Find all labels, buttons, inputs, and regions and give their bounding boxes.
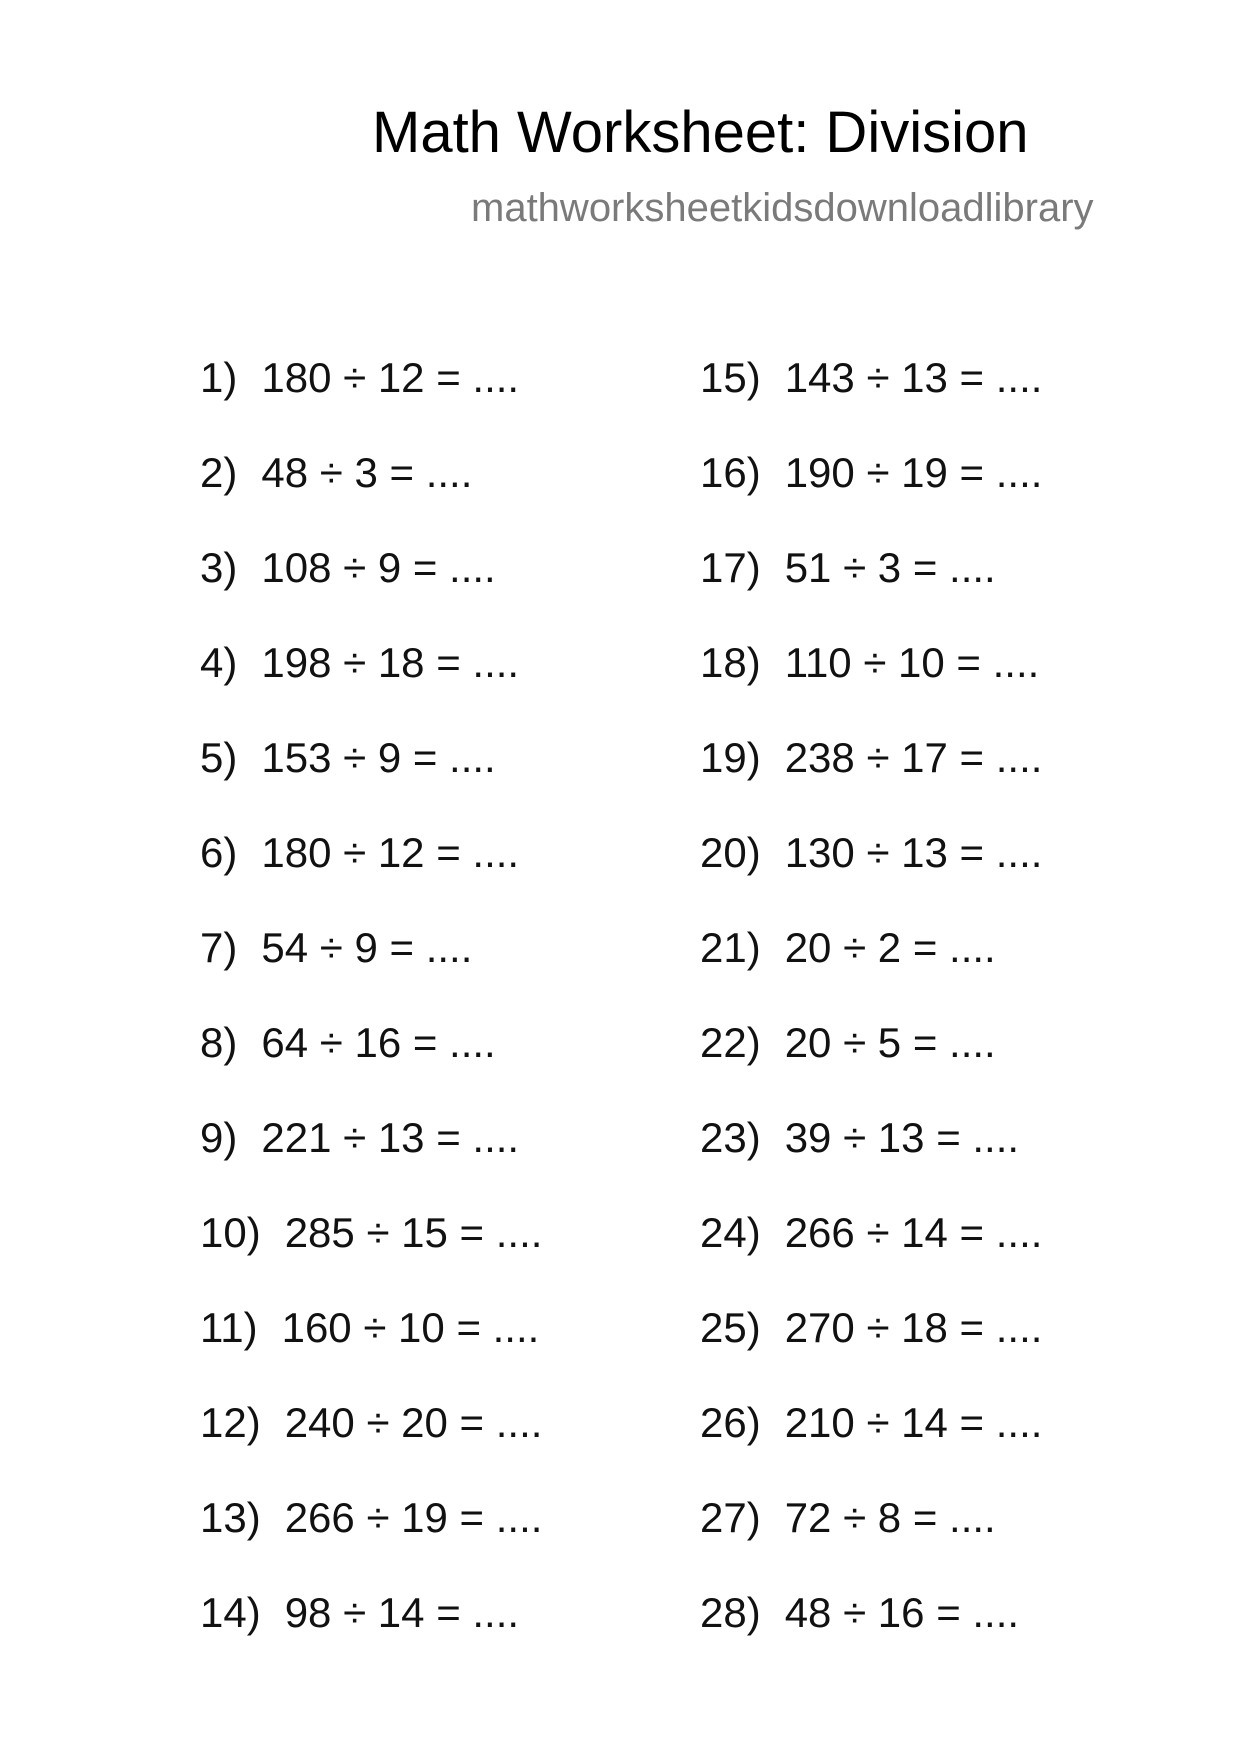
problem-27	[700, 1488, 1042, 1583]
problem-14	[200, 1583, 542, 1678]
problem-number: 2)	[200, 449, 238, 496]
problem-number: 22)	[700, 1019, 761, 1066]
problem-number: 17)	[700, 544, 761, 591]
problem-13	[200, 1488, 542, 1583]
problem-22	[700, 1013, 1042, 1108]
problem-expression: 20 ÷ 5 = ....	[784, 1019, 996, 1066]
problem-expression: 210 ÷ 14 = ....	[784, 1399, 1043, 1446]
problem-expression: 238 ÷ 17 = ....	[784, 734, 1043, 781]
problem-expression: 98 ÷ 14 = ....	[284, 1589, 520, 1636]
problem-11	[200, 1298, 542, 1393]
problem-20	[700, 823, 1042, 918]
problem-16	[700, 443, 1042, 538]
problem-10	[200, 1203, 542, 1298]
problem-expression: 48 ÷ 3 = ....	[261, 449, 473, 496]
problem-number: 21)	[700, 924, 761, 971]
problem-number: 6)	[200, 829, 238, 876]
problem-expression: 130 ÷ 13 = ....	[784, 829, 1043, 876]
problem-12	[200, 1393, 542, 1488]
problem-21	[700, 918, 1042, 1013]
problem-number: 10)	[200, 1209, 261, 1256]
problem-number: 11)	[200, 1304, 258, 1351]
problem-4	[200, 633, 542, 728]
problem-19	[700, 728, 1042, 823]
problem-number: 1)	[200, 354, 238, 401]
problem-number: 24)	[700, 1209, 761, 1256]
problem-number: 28)	[700, 1589, 761, 1636]
problem-expression: 285 ÷ 15 = ....	[284, 1209, 543, 1256]
problem-expression: 160 ÷ 10 = ....	[281, 1304, 540, 1351]
problem-expression: 266 ÷ 14 = ....	[784, 1209, 1043, 1256]
problem-26	[700, 1393, 1042, 1488]
problem-7	[200, 918, 542, 1013]
problem-expression: 270 ÷ 18 = ....	[784, 1304, 1043, 1351]
problem-6	[200, 823, 542, 918]
problem-number: 14)	[200, 1589, 261, 1636]
problem-expression: 180 ÷ 12 = ....	[261, 354, 520, 401]
problem-17	[700, 538, 1042, 633]
problem-expression: 54 ÷ 9 = ....	[261, 924, 473, 971]
worksheet-subtitle: mathworksheetkidsdownloadlibrary	[471, 186, 1094, 230]
problem-number: 7)	[200, 924, 238, 971]
problem-number: 20)	[700, 829, 761, 876]
problem-number: 16)	[700, 449, 761, 496]
problems-left-column	[200, 348, 542, 1678]
problem-number: 15)	[700, 354, 761, 401]
problem-number: 8)	[200, 1019, 238, 1066]
worksheet-title: Math Worksheet: Division	[372, 100, 1029, 165]
problem-number: 19)	[700, 734, 761, 781]
problem-expression: 64 ÷ 16 = ....	[261, 1019, 496, 1066]
problem-23	[700, 1108, 1042, 1203]
problem-number: 5)	[200, 734, 238, 781]
problem-number: 13)	[200, 1494, 261, 1541]
problem-expression: 240 ÷ 20 = ....	[284, 1399, 543, 1446]
problem-expression: 143 ÷ 13 = ....	[784, 354, 1043, 401]
problem-expression: 153 ÷ 9 = ....	[261, 734, 496, 781]
problem-expression: 266 ÷ 19 = ....	[284, 1494, 543, 1541]
problem-number: 3)	[200, 544, 238, 591]
problem-number: 18)	[700, 639, 761, 686]
problem-24	[700, 1203, 1042, 1298]
problem-25	[700, 1298, 1042, 1393]
problem-expression: 180 ÷ 12 = ....	[261, 829, 520, 876]
problem-expression: 221 ÷ 13 = ....	[261, 1114, 520, 1161]
problem-15	[700, 348, 1042, 443]
problem-number: 27)	[700, 1494, 761, 1541]
problem-3	[200, 538, 542, 633]
problem-18	[700, 633, 1042, 728]
problem-expression: 198 ÷ 18 = ....	[261, 639, 520, 686]
problem-expression: 72 ÷ 8 = ....	[784, 1494, 996, 1541]
problem-number: 26)	[700, 1399, 761, 1446]
problem-expression: 190 ÷ 19 = ....	[784, 449, 1043, 496]
problem-number: 25)	[700, 1304, 761, 1351]
problem-8	[200, 1013, 542, 1108]
problem-expression: 48 ÷ 16 = ....	[784, 1589, 1020, 1636]
problems-right-column	[700, 348, 1042, 1678]
problem-5	[200, 728, 542, 823]
problem-number: 9)	[200, 1114, 238, 1161]
problem-expression: 39 ÷ 13 = ....	[784, 1114, 1020, 1161]
problem-expression: 20 ÷ 2 = ....	[784, 924, 996, 971]
problem-number: 12)	[200, 1399, 261, 1446]
problem-number: 4)	[200, 639, 238, 686]
problem-expression: 51 ÷ 3 = ....	[784, 544, 996, 591]
problem-expression: 108 ÷ 9 = ....	[261, 544, 496, 591]
problem-28	[700, 1583, 1042, 1678]
problem-9	[200, 1108, 542, 1203]
problem-1	[200, 348, 542, 443]
problem-expression: 110 ÷ 10 = ....	[784, 639, 1040, 686]
problem-2	[200, 443, 542, 538]
problem-number: 23)	[700, 1114, 761, 1161]
